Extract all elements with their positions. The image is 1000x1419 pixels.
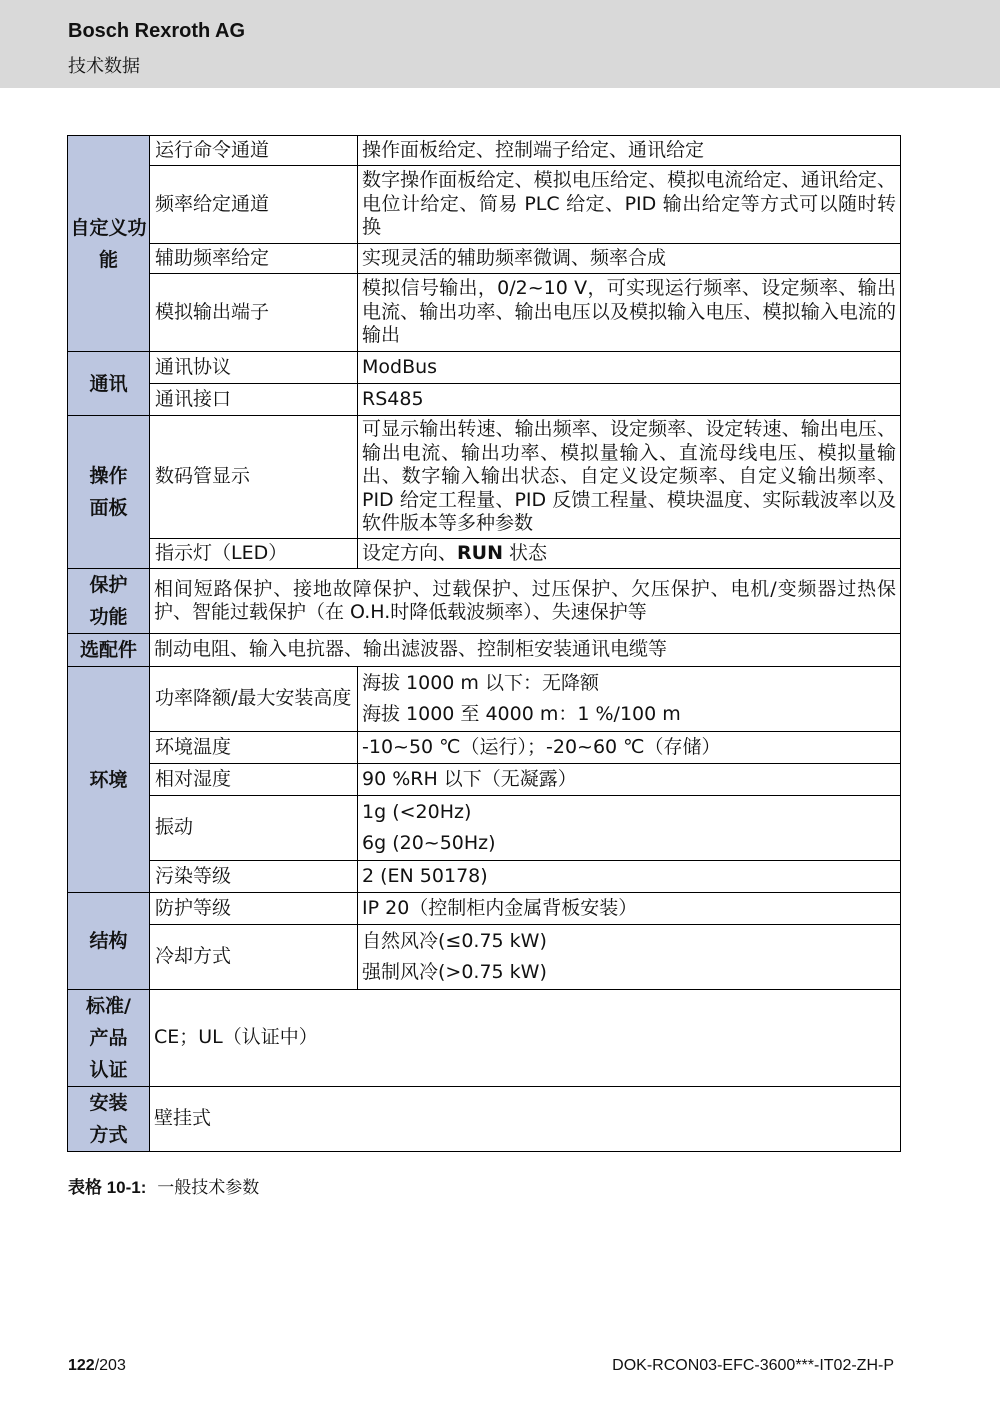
row-value: 实现灵活的辅助频率微调、频率合成	[358, 244, 901, 274]
category-label: 面板	[89, 497, 128, 519]
table-row	[68, 352, 901, 384]
category-label: 安装	[89, 1092, 128, 1114]
category-label: 产品	[89, 1027, 128, 1049]
value-line: 自然风冷(≤0.75 kW)	[362, 930, 547, 952]
table-row	[68, 667, 901, 732]
category-label: 通讯	[89, 372, 128, 395]
row-value: 2 (EN 50178)	[358, 861, 901, 893]
table-row	[68, 166, 901, 244]
row-value	[358, 796, 901, 861]
row-label: 通讯协议	[150, 352, 358, 384]
spec-table	[67, 135, 901, 1152]
row-label: 相对湿度	[150, 764, 358, 796]
section-title: 技术数据	[68, 56, 140, 77]
row-value: ModBus	[358, 352, 901, 384]
table-row	[68, 764, 901, 796]
value-line: 1g (<20Hz)	[362, 801, 472, 823]
table-row	[68, 893, 901, 925]
row-label: 防护等级	[150, 893, 358, 925]
page-total: /203	[94, 1357, 126, 1374]
row-label: 功率降额/最大安装高度	[150, 667, 358, 732]
row-value: 可显示输出转速、输出频率、设定频率、设定转速、输出电压、输出电流、输出功率、模拟量输入、直流母线电压、模拟量输出、数字输入输出状态、自定义设定频率、自定义输出频率、PID 给定工程量、PID 反馈工程量、模块温度、实际载波率以及软件版本等多种参数	[358, 416, 901, 539]
category-label: 保护	[89, 574, 128, 596]
category-label: 结构	[89, 930, 128, 952]
value-line: 海拔 1000 m 以下：无降额	[362, 672, 599, 694]
category-label: 操作	[89, 465, 128, 487]
row-value: 相间短路保护、接地故障保护、过载保护、过压保护、欠压保护、电机/变频器过热保护、智能过载保护（在 O.H.时降低载波频率）、失速保护等	[150, 569, 901, 634]
category-label: 认证	[89, 1059, 128, 1081]
category-protect	[68, 569, 150, 634]
row-label: 辅助频率给定	[150, 244, 358, 274]
row-value: 操作面板给定、控制端子给定、通讯给定	[358, 136, 901, 166]
category-custom	[68, 136, 150, 352]
category-panel	[68, 416, 150, 569]
page-number	[68, 1357, 126, 1375]
category-label: 选配件	[79, 639, 137, 661]
row-label: 环境温度	[150, 732, 358, 764]
page-header	[0, 0, 1000, 88]
row-label: 指示灯（LED）	[150, 539, 358, 569]
category-cert	[68, 990, 150, 1087]
document-id: DOK-RCON03-EFC-3600***-IT02-ZH-P	[612, 1357, 894, 1374]
row-label: 频率给定通道	[150, 166, 358, 244]
row-label: 数码管显示	[150, 416, 358, 539]
table-row	[68, 925, 901, 990]
category-structure	[68, 893, 150, 990]
table-row	[68, 990, 901, 1087]
row-value	[358, 925, 901, 990]
row-value: 90 %RH 以下（无凝露）	[358, 764, 901, 796]
category-label: 功能	[89, 606, 128, 628]
category-label: 方式	[89, 1124, 128, 1146]
table-row	[68, 796, 901, 861]
table-row	[68, 136, 901, 166]
table-row	[68, 416, 901, 539]
table-row	[68, 244, 901, 274]
row-value: 壁挂式	[150, 1087, 901, 1152]
value-line: 强制风冷(>0.75 kW)	[362, 961, 547, 983]
table-row	[68, 861, 901, 893]
row-value: 数字操作面板给定、模拟电压给定、模拟电流给定、通讯给定、电位计给定、简易 PLC 给定、PID 输出给定等方式可以随时转换	[358, 166, 901, 244]
category-comm	[68, 352, 150, 416]
row-value: -10~50 ℃（运行）；-20~60 ℃（存储）	[358, 732, 901, 764]
table-row	[68, 569, 901, 634]
row-value: CE；UL（认证中）	[150, 990, 901, 1087]
table-row	[68, 539, 901, 569]
row-value: IP 20（控制柜内金属背板安装）	[358, 893, 901, 925]
led-value-run: RUN	[457, 541, 503, 564]
table-caption	[68, 1173, 259, 1198]
row-label: 污染等级	[150, 861, 358, 893]
row-value	[358, 667, 901, 732]
caption-text: 一般技术参数	[157, 1178, 260, 1198]
company-name: Bosch Rexroth AG	[68, 20, 246, 42]
category-label: 标准/	[86, 995, 131, 1017]
category-label: 环境	[89, 768, 128, 791]
category-env	[68, 667, 150, 893]
row-label: 模拟输出端子	[150, 274, 358, 352]
value-line: 海拔 1000 至 4000 m：1 %/100 m	[362, 703, 681, 725]
row-label: 运行命令通道	[150, 136, 358, 166]
category-options	[68, 634, 150, 667]
value-line: 6g (20~50Hz)	[362, 832, 496, 854]
led-value-prefix: 设定方向、	[362, 541, 458, 564]
table-row	[68, 274, 901, 352]
row-value: 模拟信号输出，0/2~10 V，可实现运行频率、设定频率、输出电流、输出功率、输出电压以及模拟输入电压、模拟输入电流的输出	[358, 274, 901, 352]
table-row	[68, 384, 901, 416]
row-value: 制动电阻、输入电抗器、输出滤波器、控制柜安装通讯电缆等	[150, 634, 901, 667]
row-label: 冷却方式	[150, 925, 358, 990]
page-current: 122	[68, 1357, 95, 1374]
row-value: RS485	[358, 384, 901, 416]
category-label: 自定义功能	[70, 216, 147, 271]
row-value	[358, 539, 901, 569]
table-row	[68, 1087, 901, 1152]
table-row	[68, 732, 901, 764]
led-value-suffix: 状态	[502, 541, 548, 564]
row-label: 通讯接口	[150, 384, 358, 416]
category-install	[68, 1087, 150, 1152]
table-row	[68, 634, 901, 667]
row-label: 振动	[150, 796, 358, 861]
caption-label: 表格 10-1:	[68, 1178, 147, 1197]
